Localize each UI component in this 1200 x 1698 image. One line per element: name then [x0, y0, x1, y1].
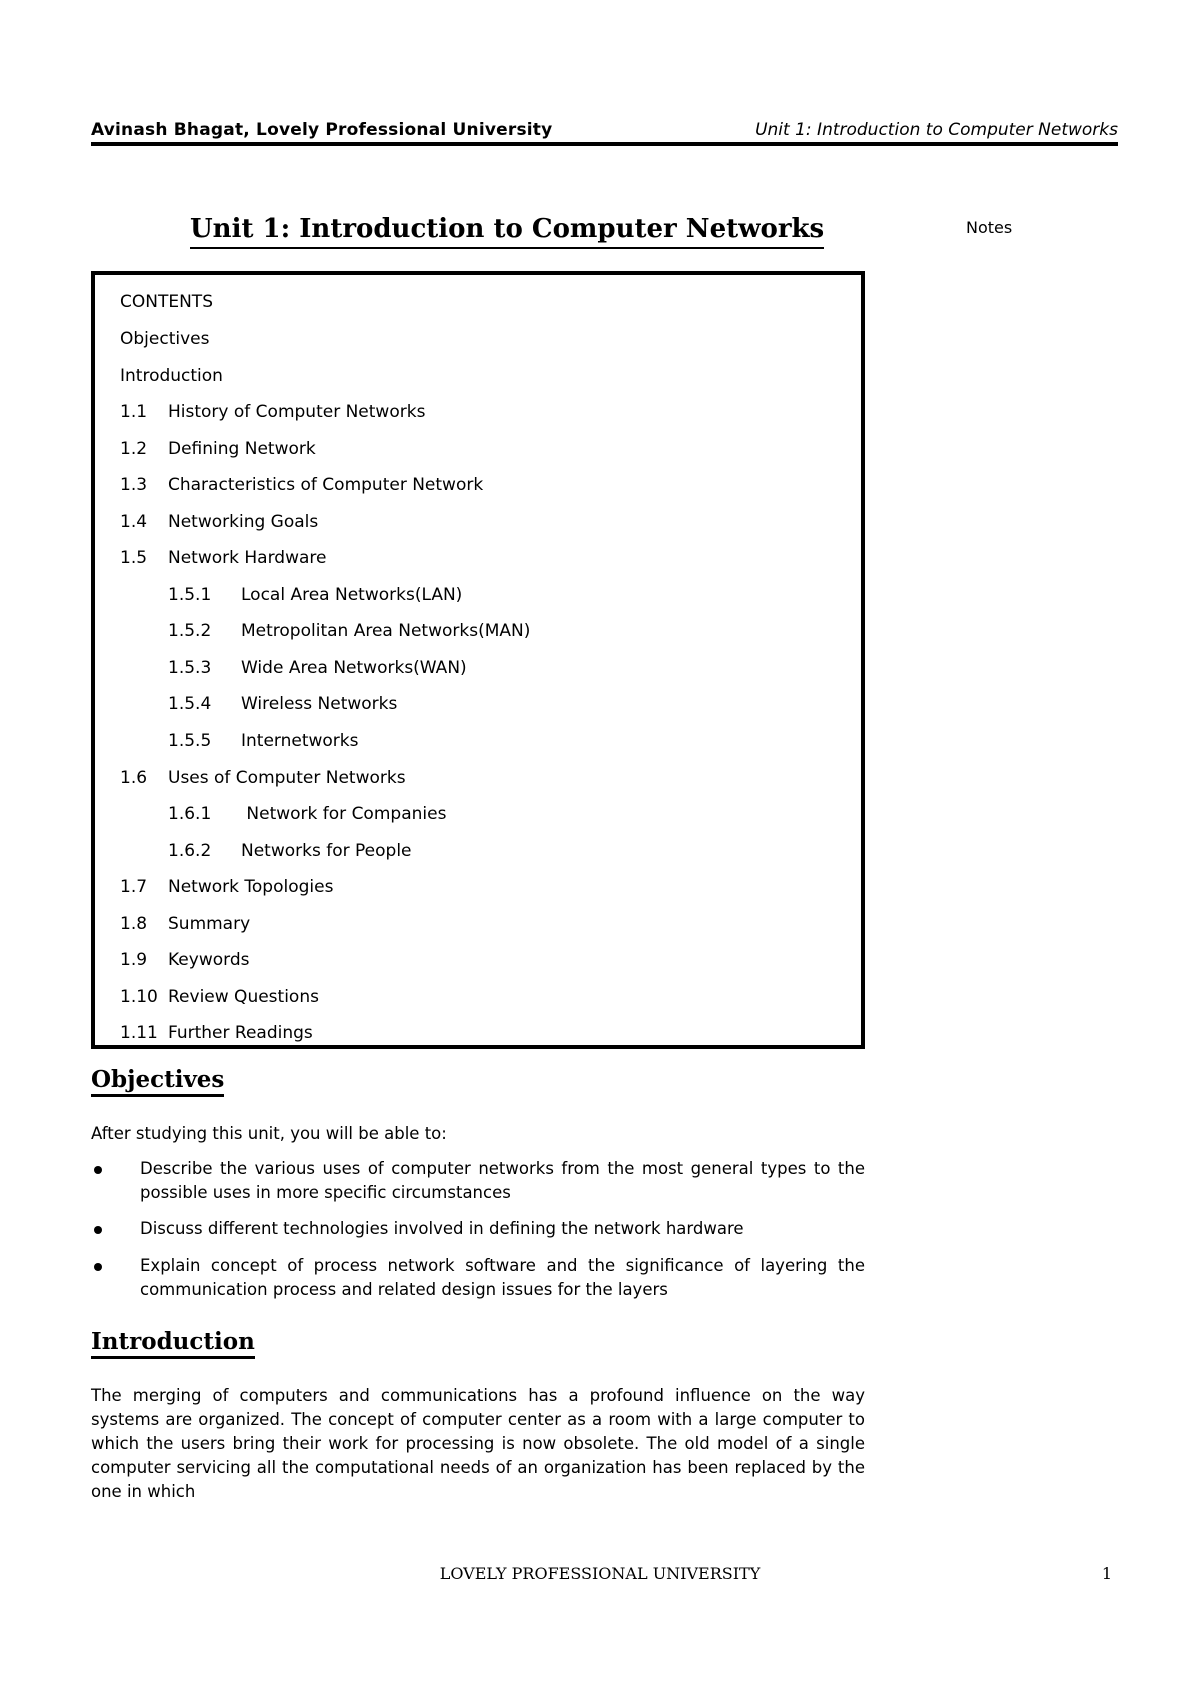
toc-subitem[interactable]: [168, 621, 530, 641]
objectives-heading: Objectives: [91, 1066, 224, 1097]
objectives-intro: After studying this unit, you will be able to:: [91, 1124, 447, 1143]
toc-subitem[interactable]: [168, 731, 359, 751]
bullet-icon: [94, 1263, 102, 1271]
objective-text: Discuss different technologies involved in defining the network hardware: [140, 1219, 744, 1238]
toc-item-number: 1.5.1: [168, 585, 212, 605]
objective-text: Explain concept of process network software and the significance of layering the communication process and related design issues for the layers: [140, 1256, 865, 1299]
footer-university: LOVELY PROFESSIONAL UNIVERSITY: [439, 1564, 761, 1583]
toc-item-number: 1.5: [120, 548, 148, 568]
toc-item-number: 1.1: [120, 402, 148, 422]
running-header-author: Avinash Bhagat, Lovely Professional University: [91, 120, 553, 140]
toc-item-label: Review Questions: [168, 987, 319, 1007]
objective-text: Describe the various uses of computer networks from the most general types to the possible uses in more specific circumstances: [140, 1159, 865, 1202]
introduction-heading: Introduction: [91, 1328, 255, 1359]
toc-item[interactable]: [120, 877, 333, 897]
toc-item-label: Wireless Networks: [241, 694, 398, 714]
toc-item[interactable]: [120, 548, 326, 568]
toc-item-label: History of Computer Networks: [168, 402, 426, 422]
bullet-icon: [94, 1226, 102, 1234]
toc-item-number: 1.11: [120, 1023, 158, 1043]
toc-item[interactable]: [120, 987, 319, 1007]
toc-item-label: Networks for People: [241, 841, 412, 861]
toc-item-label: Network Topologies: [168, 877, 334, 897]
toc-subitem[interactable]: [168, 585, 462, 605]
toc-item-label: Networking Goals: [168, 512, 319, 532]
toc-item-number: 1.3: [120, 475, 148, 495]
contents-box: [91, 271, 865, 1049]
toc-item-number: 1.6.1: [168, 804, 212, 824]
toc-item-number: 1.5.3: [168, 658, 212, 678]
toc-item-number: 1.5.5: [168, 731, 212, 751]
toc-item[interactable]: [120, 402, 425, 422]
toc-item-label: Network for Companies: [241, 804, 447, 824]
toc-item-label: Uses of Computer Networks: [168, 768, 406, 788]
notes-margin-label: Notes: [966, 218, 1013, 237]
toc-item[interactable]: [120, 475, 483, 495]
toc-item-number: 1.6.2: [168, 841, 212, 861]
contents-heading: CONTENTS: [120, 292, 213, 312]
header-rule: [91, 142, 1118, 146]
toc-item[interactable]: [120, 914, 250, 934]
toc-item-label: Network Hardware: [168, 548, 327, 568]
toc-item-label: Characteristics of Computer Network: [168, 475, 484, 495]
page-title: Unit 1: Introduction to Computer Networks: [190, 214, 824, 249]
toc-subitem[interactable]: [168, 658, 467, 678]
toc-item-number: 1.7: [120, 877, 148, 897]
page-number: 1: [1101, 1564, 1112, 1583]
toc-item-number: 1.9: [120, 950, 148, 970]
toc-item-number: 1.5.4: [168, 694, 212, 714]
toc-item[interactable]: [120, 366, 223, 386]
toc-item-number: 1.8: [120, 914, 148, 934]
toc-item[interactable]: [120, 1023, 313, 1043]
toc-item-number: 1.6: [120, 768, 148, 788]
toc-item-label: Local Area Networks(LAN): [241, 585, 463, 605]
toc-item-label: Wide Area Networks(WAN): [241, 658, 467, 678]
toc-subitem[interactable]: [168, 841, 412, 861]
toc-item[interactable]: [120, 329, 209, 349]
toc-item-number: 1.2: [120, 439, 148, 459]
toc-item[interactable]: [120, 950, 249, 970]
running-header-unit: Unit 1: Introduction to Computer Networks: [755, 120, 1118, 140]
toc-item[interactable]: [120, 768, 406, 788]
toc-item-label: Introduction: [120, 366, 223, 386]
bullet-icon: [94, 1166, 102, 1174]
toc-subitem[interactable]: [168, 694, 397, 714]
toc-item-label: Further Readings: [168, 1023, 313, 1043]
toc-subitem[interactable]: [168, 804, 446, 824]
toc-item-label: Objectives: [120, 329, 210, 349]
toc-item-label: Metropolitan Area Networks(MAN): [241, 621, 531, 641]
toc-item[interactable]: [120, 512, 318, 532]
toc-item-label: Defining Network: [168, 439, 316, 459]
toc-item-number: 1.10: [120, 987, 158, 1007]
introduction-text: The merging of computers and communications has a profound influence on the way systems are organized. The concept of computer center as a room with a large computer to which the users bring their work for processing is now obsolete. The old model of a single computer servicing all the computational needs of an organization has been replaced by the one in which: [91, 1386, 865, 1501]
toc-item-label: Keywords: [168, 950, 250, 970]
toc-item-number: 1.4: [120, 512, 148, 532]
toc-item-label: Summary: [168, 914, 251, 934]
toc-item[interactable]: [120, 439, 316, 459]
toc-item-label: Internetworks: [241, 731, 359, 751]
toc-item-number: 1.5.2: [168, 621, 212, 641]
